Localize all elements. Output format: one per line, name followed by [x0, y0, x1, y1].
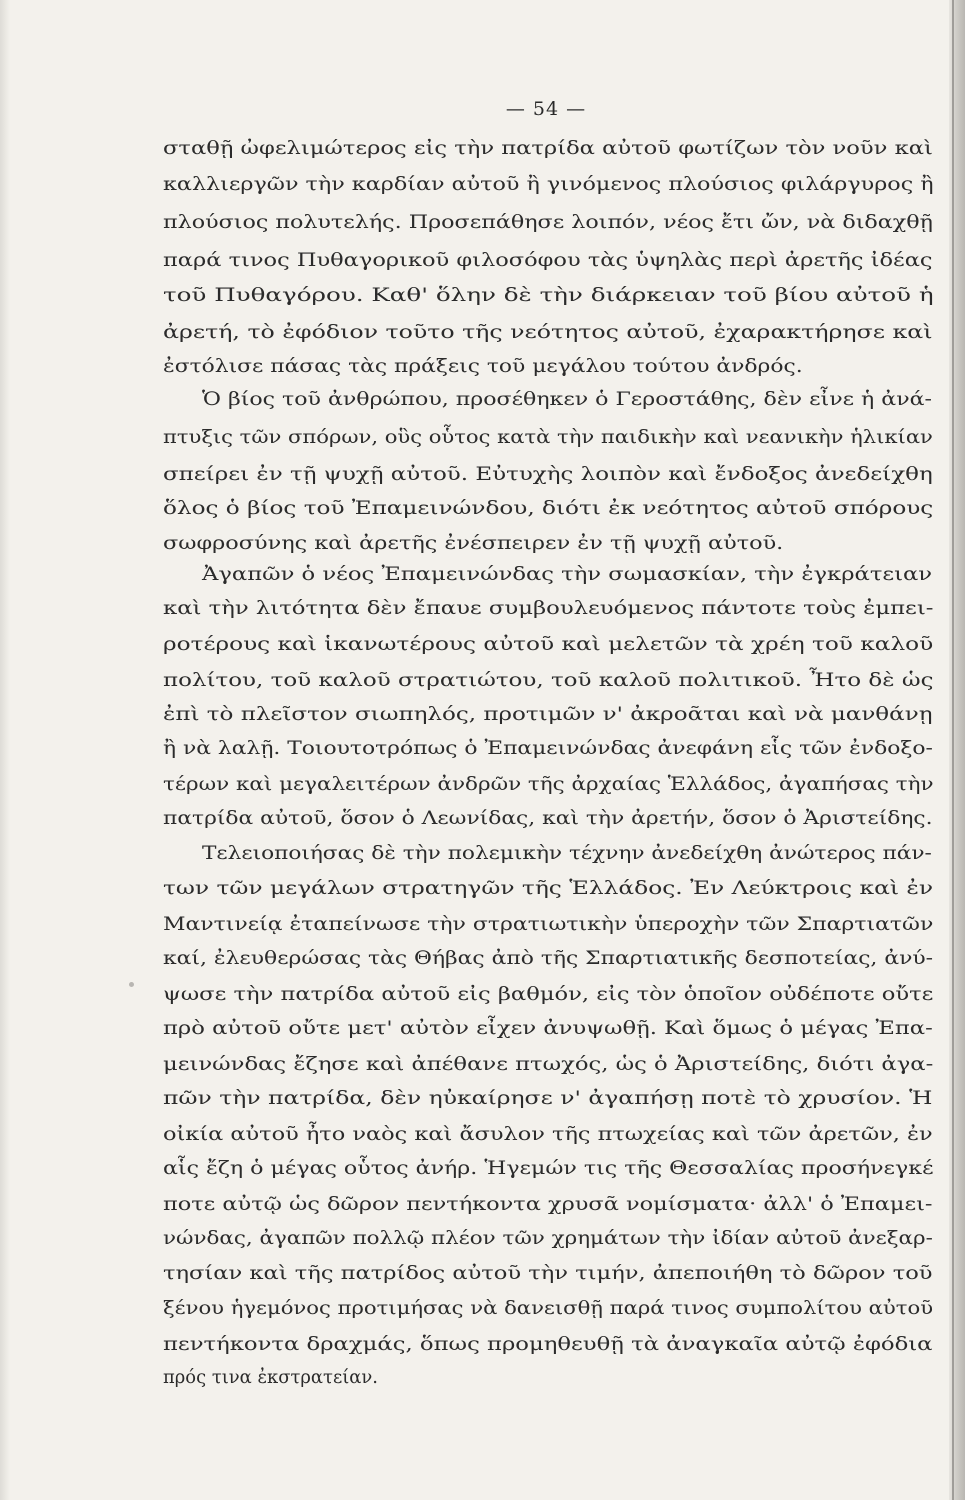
text-line: ἐστόλισε πάσας τὰς πράξεις τοῦ μεγάλου τούτου ἀνδρός.: [163, 356, 803, 377]
text-line: ἀρετή, τὸ ἐφόδιον τοῦτο τῆς νεότητος αὐτοῦ, ἐχαρακτήρησε καὶ: [163, 322, 933, 343]
text-line: σπείρει ἐν τῇ ψυχῇ αὐτοῦ. Εὐτυχὴς λοιπὸν καὶ ἔνδοξος ἀνεδείχθη: [163, 464, 933, 485]
text-line: ποτε αὐτῷ ὡς δῶρον πεντήκοντα χρυσᾶ νομίσματα· ἀλλ' ὁ Ἐπαμει-: [163, 1194, 933, 1215]
text-line: πρός τινα ἐκστρατείαν.: [163, 1367, 378, 1388]
text-line: αἷς ἔζη ὁ μέγας οὗτος ἀνήρ. Ἡγεμών τις τῆς Θεσσαλίας προσήνεγκέ: [163, 1158, 934, 1179]
text-line: καί, ἐλευθερώσας τὰς Θήβας ἀπὸ τῆς Σπαρτιατικῆς δεσποτείας, ἀνύ-: [163, 948, 934, 969]
text-line: μεινώνδας ἔζησε καὶ ἀπέθανε πτωχός, ὡς ὁ Ἀριστείδης, διότι ἀγα-: [163, 1054, 934, 1075]
text-line: των τῶν μεγάλων στρατηγῶν τῆς Ἑλλάδος. Ἐν Λεύκτροις καὶ ἐν: [163, 878, 934, 899]
page-edge-line: [952, 0, 954, 1500]
text-line: πλούσιος πολυτελής. Προσεπάθησε λοιπόν, νέος ἔτι ὤν, νὰ διδαχθῇ: [163, 212, 933, 233]
text-line: καὶ τὴν λιτότητα δὲν ἔπαυε συμβουλευόμενος πάντοτε τοὺς ἐμπει-: [163, 598, 934, 619]
text-line: καλλιεργῶν τὴν καρδίαν αὐτοῦ ἢ γινόμενος πλούσιος φιλάργυρος ἢ: [163, 174, 934, 195]
text-line: Ὁ βίος τοῦ ἀνθρώπου, προσέθηκεν ὁ Γεροστάθης, δὲν εἶνε ἡ ἀνά-: [202, 389, 932, 410]
paper-smudge: [129, 982, 134, 987]
text-line: σωφροσύνης καὶ ἀρετῆς ἐνέσπειρεν ἐν τῇ ψυχῇ αὐτοῦ.: [163, 533, 784, 554]
text-line: πῶν τὴν πατρίδα, δὲν ηὐκαίρησε ν' ἀγαπήσῃ ποτὲ τὸ χρυσίον. Ἡ: [163, 1088, 933, 1109]
text-line: οἰκία αὐτοῦ ἦτο ναὸς καὶ ἄσυλον τῆς πτωχείας καὶ τῶν ἀρετῶν, ἐν: [163, 1124, 933, 1145]
text-line: τοῦ Πυθαγόρου. Καθ' ὅλην δὲ τὴν διάρκειαν τοῦ βίου αὐτοῦ ἡ: [163, 285, 934, 306]
text-line: πολίτου, τοῦ καλοῦ στρατιώτου, τοῦ καλοῦ πολιτικοῦ. Ἦτο δὲ ὡς: [163, 670, 934, 691]
page-number: — 54 —: [505, 98, 587, 120]
text-line: ὅλος ὁ βίος τοῦ Ἐπαμεινώνδου, διότι ἐκ νεότητος αὐτοῦ σπόρους: [163, 498, 934, 519]
text-line: πατρίδα αὐτοῦ, ὅσον ὁ Λεωνίδας, καὶ τὴν ἀρετήν, ὅσον ὁ Ἀριστείδης.: [163, 808, 933, 829]
text-line: τέρων καὶ μεγαλειτέρων ἀνδρῶν τῆς ἀρχαίας Ἑλλάδος, ἀγαπήσας τὴν: [163, 774, 934, 795]
text-line: Μαντινείᾳ ἐταπείνωσε τὴν στρατιωτικὴν ὑπεροχὴν τῶν Σπαρτιατῶν: [163, 914, 934, 935]
text-line: πρὸ αὐτοῦ οὔτε μετ' αὐτὸν εἶχεν ἀνυψωθῇ. Καὶ ὅμως ὁ μέγας Ἐπα-: [163, 1018, 933, 1039]
text-line: Τελειοποιήσας δὲ τὴν πολεμικὴν τέχνην ἀνεδείχθη ἀνώτερος πάν-: [202, 843, 932, 864]
text-line: Ἀγαπῶν ὁ νέος Ἐπαμεινώνδας τὴν σωμασκίαν, τὴν ἐγκράτειαν: [202, 564, 933, 585]
text-line: πεντήκοντα δραχμάς, ὅπως προμηθευθῇ τὰ ἀναγκαῖα αὐτῷ ἐφόδια: [163, 1334, 933, 1355]
text-line: πτυξις τῶν σπόρων, οὓς οὗτος κατὰ τὴν παιδικὴν καὶ νεανικὴν ἡλικίαν: [163, 427, 933, 448]
text-line: ροτέρους καὶ ἱκανωτέρους αὐτοῦ καὶ μελετῶν τὰ χρέη τοῦ καλοῦ: [163, 634, 934, 655]
text-line: τησίαν καὶ τῆς πατρίδος αὐτοῦ τὴν τιμήν, ἀπεποιήθη τὸ δῶρον τοῦ: [163, 1263, 933, 1284]
page-gutter-shadow: [0, 0, 10, 1500]
text-line: παρά τινος Πυθαγορικοῦ φιλοσόφου τὰς ὑψηλὰς περὶ ἀρετῆς ἰδέας: [163, 250, 933, 271]
text-line: σταθῇ ὠφελιμώτερος εἰς τὴν πατρίδα αὐτοῦ φωτίζων τὸν νοῦν καὶ: [163, 138, 933, 159]
text-line: ψωσε τὴν πατρίδα αὐτοῦ εἰς βαθμόν, εἰς τὸν ὁποῖον οὐδέποτε οὔτε: [163, 984, 934, 1005]
text-line: ἐπὶ τὸ πλεῖστον σιωπηλός, προτιμῶν ν' ἀκροᾶται καὶ νὰ μανθάνῃ: [163, 704, 933, 725]
text-line: ξένου ἡγεμόνος προτιμήσας νὰ δανεισθῇ παρά τινος συμπολίτου αὐτοῦ: [163, 1298, 934, 1319]
text-line: νώνδας, ἀγαπῶν πολλῷ πλέον τῶν χρημάτων τὴν ἰδίαν αὐτοῦ ἀνεξαρ-: [163, 1228, 933, 1249]
text-line: ἢ νὰ λαλῇ. Τοιουτοτρόπως ὁ Ἐπαμεινώνδας ἀνεφάνη εἷς τῶν ἐνδοξο-: [163, 738, 933, 759]
